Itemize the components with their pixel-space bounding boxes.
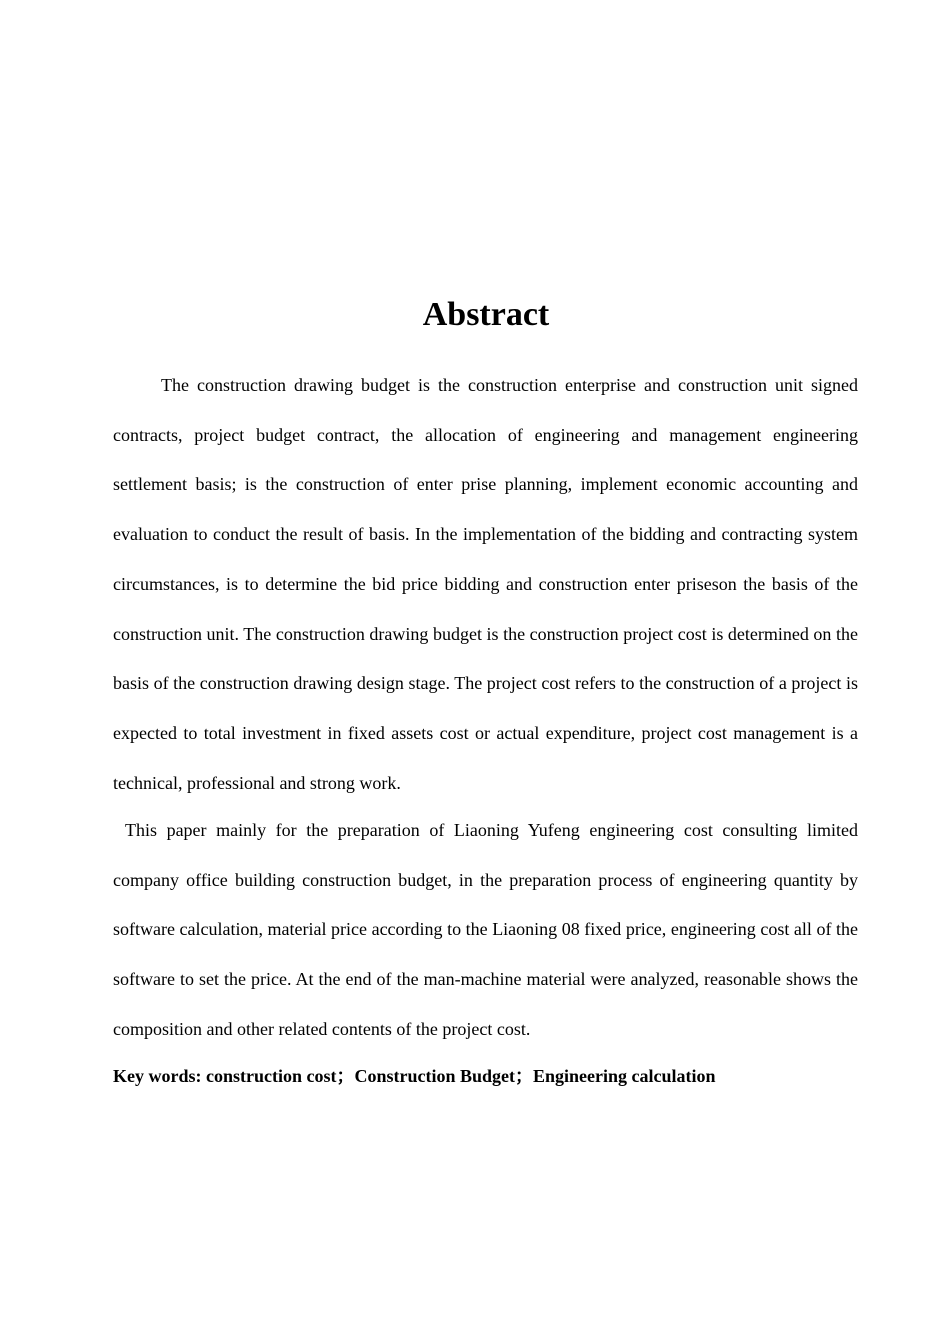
- keywords-line: Key words: construction cost；Construction Budget；Engineering calculation: [113, 1066, 716, 1086]
- abstract-paragraph-2: This paper mainly for the preparation of Liaoning Yufeng engineering cost consulting limited company office building construction budget, in the preparation process of engineering quantity by software calculation, material price according to the Liaoning 08 fixed price, engineering cost all of the software to set the price. At the end of the man-machine material were analyzed, reasonable shows the composition and other related contents of the project cost.: [113, 820, 858, 1039]
- abstract-title: Abstract: [422, 296, 550, 333]
- abstract-paragraph-1: The construction drawing budget is the construction enterprise and construction unit signed contracts, project budget contract, the allocation of engineering and management engineering settlement basis; is the construction of enter prise planning, implement economic accounting and evaluation to conduct the result of basis. In the implementation of the bidding and contracting system circumstances, is to determine the bid price bidding and construction enter priseson the basis of the construction unit. The construction drawing budget is the construction project cost is determined on the basis of the construction drawing design stage. The project cost refers to the construction of a project is expected to total investment in fixed assets cost or actual expenditure, project cost management is a technical, professional and strong work.: [113, 375, 858, 793]
